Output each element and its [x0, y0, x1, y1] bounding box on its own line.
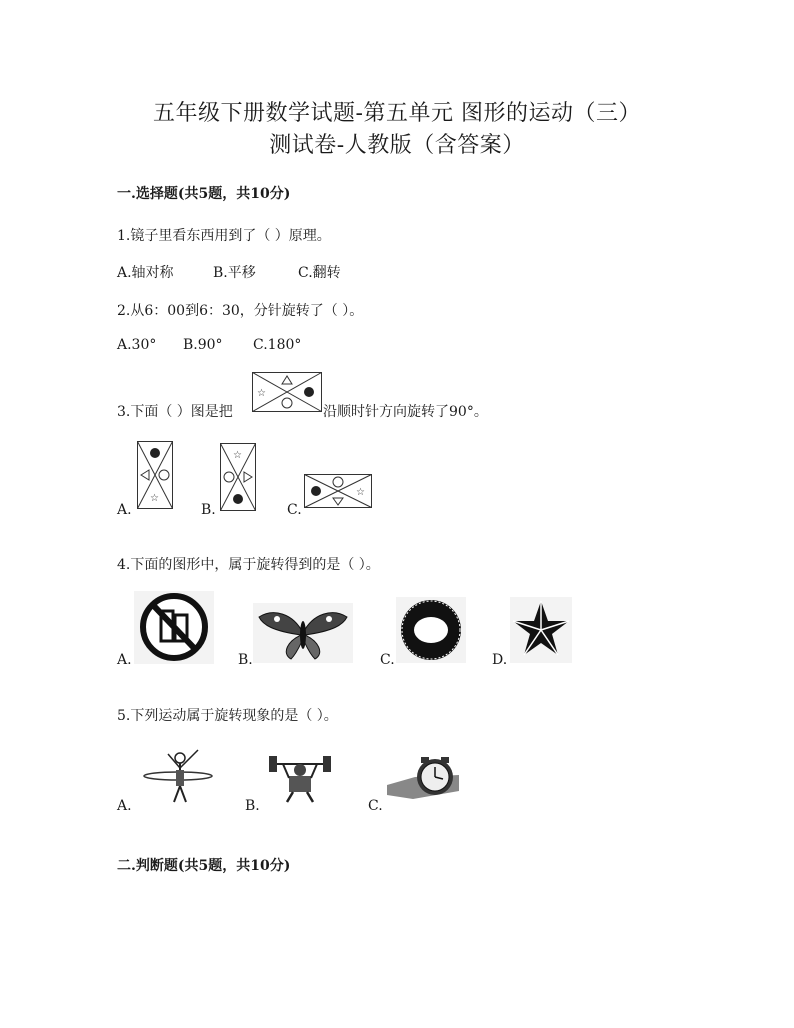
- question-3-suffix: 沿顺时针方向旋转了90°。: [323, 404, 488, 420]
- q5-option-b[interactable]: B.: [245, 798, 260, 814]
- dot-icon: [150, 448, 160, 458]
- dot-icon: [233, 494, 243, 504]
- q4-option-b[interactable]: B.: [238, 652, 253, 668]
- q3-option-b-figure[interactable]: [220, 443, 256, 511]
- q3-reference-figure: [252, 372, 322, 412]
- triangle-icon: [282, 376, 292, 384]
- q4-option-a[interactable]: A.: [117, 652, 132, 668]
- q3-option-c[interactable]: C.: [287, 502, 302, 518]
- clock-icon[interactable]: [385, 755, 461, 803]
- q1-option-c[interactable]: C.翻转: [298, 265, 341, 281]
- q3-option-a[interactable]: A.: [117, 502, 132, 518]
- q3-option-a-figure[interactable]: [137, 441, 173, 509]
- page-title-line2: 测试卷-人教版（含答案）: [269, 133, 525, 158]
- star-icon: ☆: [150, 493, 159, 504]
- q2-option-c[interactable]: C.180°: [253, 337, 302, 353]
- q4-option-c[interactable]: C.: [380, 652, 395, 668]
- question-2: 2.从6：00到6：30，分针旋转了（ ）。: [117, 303, 364, 319]
- triangle-icon: [244, 472, 252, 482]
- q5-option-a[interactable]: A.: [117, 798, 132, 814]
- q3-option-b[interactable]: B.: [201, 502, 216, 518]
- q2-option-b[interactable]: B.90°: [183, 337, 223, 353]
- star-icon: ☆: [233, 450, 242, 461]
- section-heading-judgement: 二.判断题(共5题，共10分): [117, 858, 291, 874]
- question-5: 5.下列运动属于旋转现象的是（ ）。: [117, 708, 338, 724]
- dot-icon: [311, 486, 321, 496]
- q1-option-b[interactable]: B.平移: [213, 265, 256, 281]
- question-3-prefix: 3.下面（ ）图是把: [117, 404, 233, 420]
- pinwheel-star-icon[interactable]: [510, 597, 572, 663]
- no-sign-icon[interactable]: [134, 591, 214, 664]
- q1-option-a[interactable]: A.轴对称: [117, 265, 174, 281]
- q2-option-a[interactable]: A.30°: [117, 337, 157, 353]
- circle-icon: [224, 472, 234, 482]
- page-title-line1: 五年级下册数学试题-第五单元 图形的运动（三）: [153, 101, 641, 126]
- triangle-icon: [141, 470, 149, 480]
- section-heading-choice: 一.选择题(共5题，共10分): [117, 186, 291, 202]
- q3-option-c-figure[interactable]: [304, 474, 372, 508]
- star-icon: ☆: [257, 388, 266, 399]
- weightlifter-icon[interactable]: [265, 752, 335, 804]
- q5-option-c[interactable]: C.: [368, 798, 383, 814]
- question-4: 4.下面的图形中，属于旋转得到的是（ ）。: [117, 557, 380, 573]
- dot-icon: [304, 387, 314, 397]
- butterfly-icon[interactable]: [253, 603, 353, 663]
- circle-icon: [333, 477, 343, 487]
- star-icon: ☆: [356, 487, 365, 498]
- hula-hoop-icon[interactable]: [138, 746, 218, 806]
- question-1: 1.镜子里看东西用到了（ ）原理。: [117, 228, 331, 244]
- ring-icon[interactable]: [396, 597, 466, 663]
- circle-icon: [159, 470, 169, 480]
- q4-option-d[interactable]: D.: [492, 652, 508, 668]
- circle-icon: [282, 398, 292, 408]
- triangle-icon: [333, 498, 343, 505]
